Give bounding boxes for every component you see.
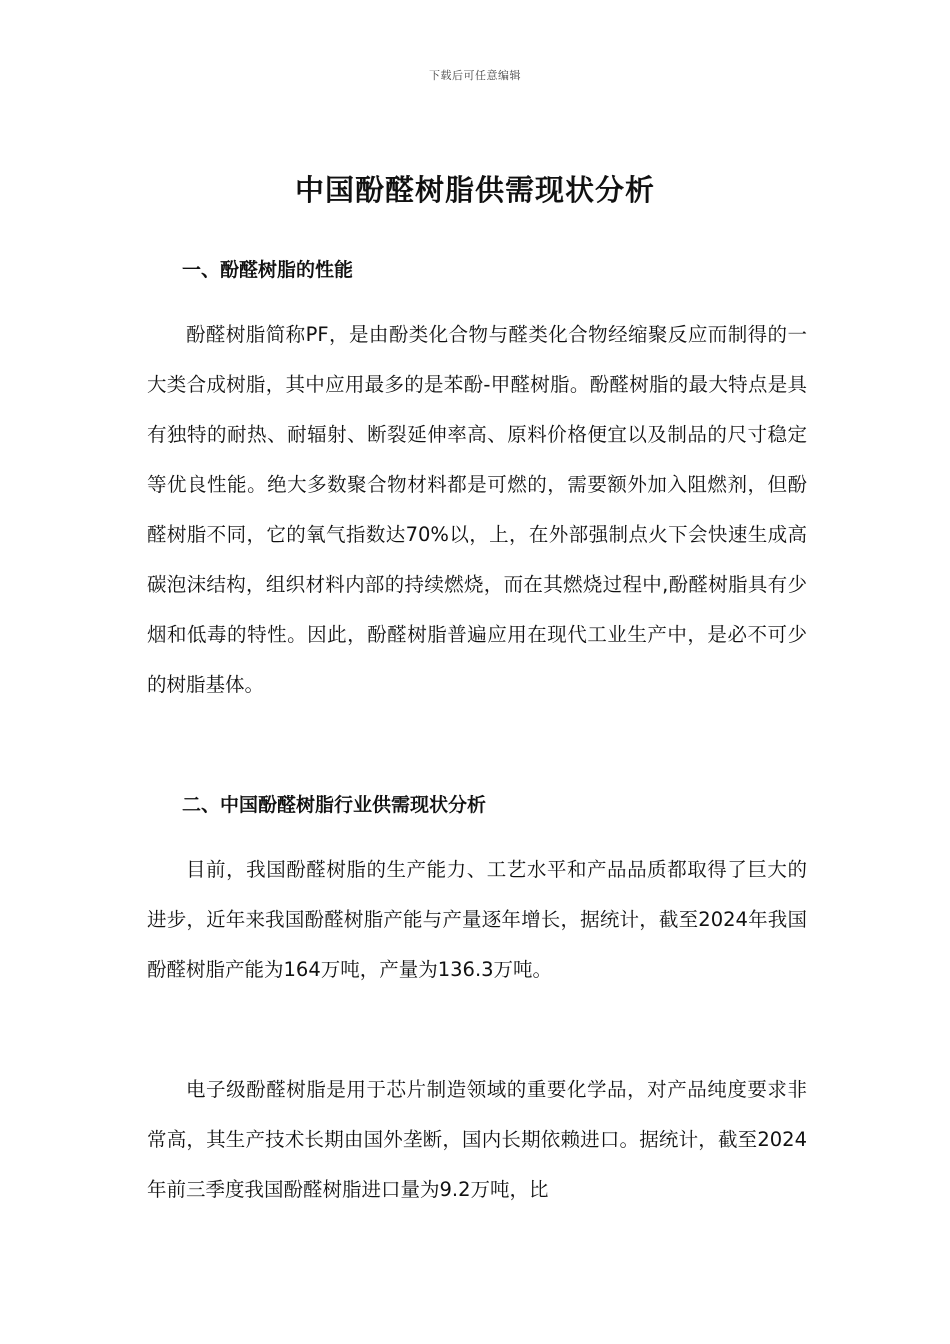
paragraph-capacity-output: 目前，我国酚醛树脂的生产能力、工艺水平和产品品质都取得了巨大的进步，近年来我国酚醛树脂产能与产量逐年增长，据统计，截至2024年我国酚醛树脂产能为164万吨，产量为136.3万吨。 xyxy=(147,858,807,981)
header-note: 下载后可任意编辑 xyxy=(429,69,521,82)
section-heading-supply-demand: 二、中国酚醛树脂行业供需现状分析 xyxy=(182,794,487,816)
section-heading-performance: 一、酚醛树脂的性能 xyxy=(182,259,354,281)
document-title: 中国酚醛树脂供需现状分析 xyxy=(294,173,655,207)
paragraph-electronic-grade: 电子级酚醛树脂是用于芯片制造领域的重要化学品，对产品纯度要求非常高，其生产技术长期由国外垄断，国内长期依赖进口。据统计，截至2024年前三季度我国酚醛树脂进口量为9.2万吨，比 xyxy=(147,1078,807,1201)
paragraph-performance: 酚醛树脂简称PF，是由酚类化合物与醛类化合物经缩聚反应而制得的一大类合成树脂，其中应用最多的是苯酚-甲醛树脂。酚醛树脂的最大特点是具有独特的耐热、耐辐射、断裂延伸率高、原料价格便宜以及制品的尺寸稳定等优良性能。绝大多数聚合物材料都是可燃的，需要额外加入阻燃剂，但酚醛树脂不同，它的氧气指数达70%以，上，在外部强制点火下会快速生成高碳泡沫结构，组织材料内部的持续燃烧，而在其燃烧过程中,酚醛树脂具有少烟和低毒的特性。因此，酚醛树脂普遍应用在现代工业生产中，是必不可少的树脂基体。 xyxy=(147,323,807,696)
